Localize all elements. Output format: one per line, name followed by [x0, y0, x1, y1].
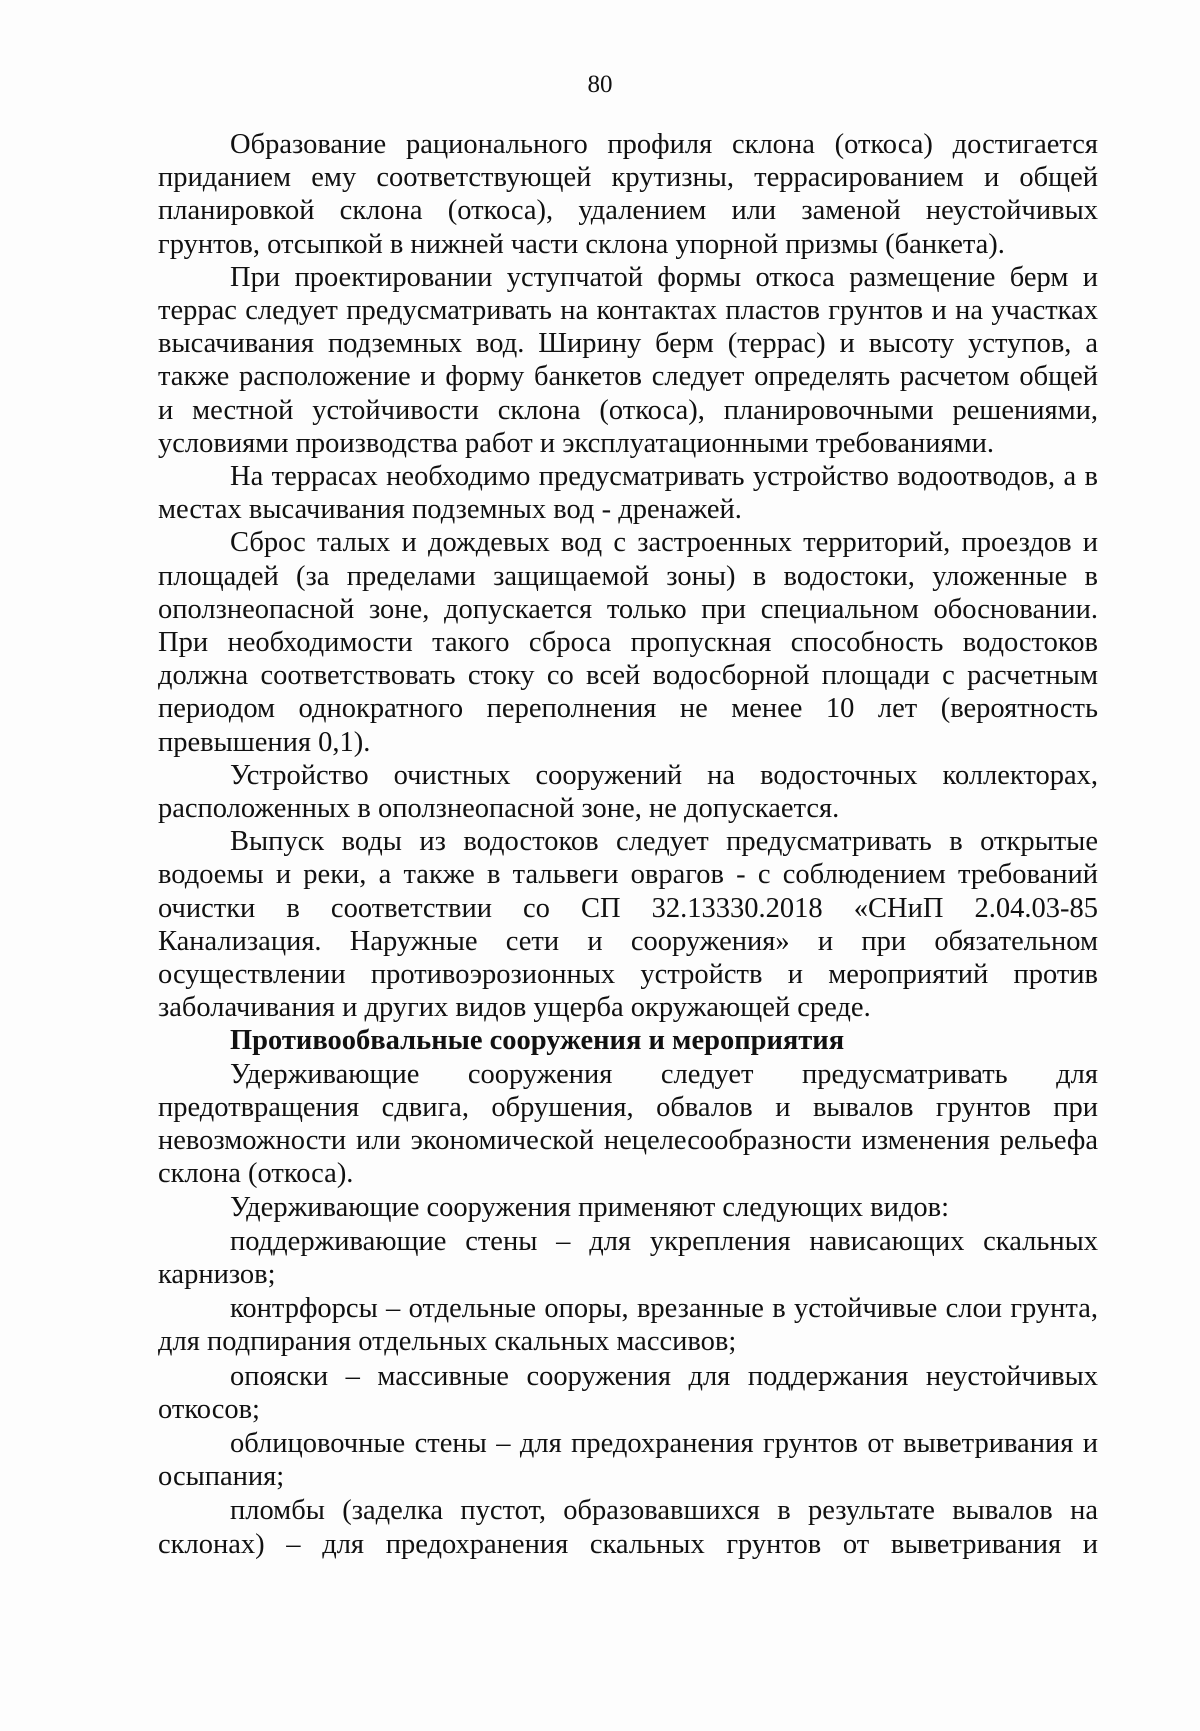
- paragraph: Сброс талых и дождевых вод с застроенных территорий, проездов и площадей (за пределами защищаемой зоны) в водостоки, уложенные в оползнеопасной зоне, допускается только при специальном обосновании. При необходимости такого сброса пропускная способность водостоков должна соответствовать стоку со всей водосборной площади с расчетным периодом однократного переполнения не менее 10 лет (вероятность превышения 0,1).: [158, 527, 1098, 758]
- paragraph: Выпуск воды из водостоков следует предусматривать в открытые водоемы и реки, а также в тальвеги оврагов - с соблюдением требований очистки в соответствии со СП 32.13330.2018 «СНиП 2.04.03-85 Канализация. Наружные сети и сооружения» и при обязательном осуществлении противоэрозионных устройств и мероприятий против заболачивания и других видов ущерба окружающей среде.: [158, 826, 1098, 1024]
- list-item: контрфорсы – отдельные опоры, врезанные в устойчивые слои грунта, для подпирания отдельных скальных массивов;: [158, 1293, 1098, 1358]
- document-body: [158, 128, 1098, 1561]
- paragraph: На террасах необходимо предусматривать устройство водоотводов, а в местах высачивания подземных вод - дренажей.: [158, 461, 1098, 526]
- paragraph: Удерживающие сооружения следует предусматривать для предотвращения сдвига, обрушения, обвалов и вывалов грунтов при невозможности или экономической нецелесообразности изменения рельефа склона (откоса).: [158, 1058, 1098, 1190]
- list-item: облицовочные стены – для предохранения грунтов от выветривания и осыпания;: [158, 1427, 1098, 1493]
- paragraph: Образование рационального профиля склона (откоса) достигается приданием ему соответствующей крутизны, террасированием и общей планировкой склона (откоса), удалением или заменой неустойчивых грунтов, отсыпкой в нижней части склона упорной призмы (банкета).: [158, 129, 1098, 260]
- list-item: опояски – массивные сооружения для поддержания неустойчивых откосов;: [158, 1360, 1098, 1425]
- paragraph: Устройство очистных сооружений на водосточных коллекторах, расположенных в оползнеопасной зоне, не допускается.: [158, 759, 1098, 825]
- page-number: 80: [587, 71, 613, 98]
- paragraph: Удерживающие сооружения применяют следующих видов:: [230, 1191, 950, 1223]
- list-item: поддерживающие стены – для укрепления нависающих скальных карнизов;: [158, 1225, 1098, 1290]
- list-item: пломбы (заделка пустот, образовавшихся в результате вывалов на склонах) – для предохранения скальных грунтов от выветривания и: [158, 1495, 1098, 1560]
- section-heading: Противообвальные сооружения и мероприятия: [230, 1025, 845, 1057]
- paragraph: При проектировании уступчатой формы откоса размещение берм и террас следует предусматривать на контактах пластов грунтов и на участках высачивания подземных вод. Ширину берм (террас) и высоту уступов, а также расположение и форму банкетов следует определять расчетом общей и местной устойчивости склона (откоса), планировочными решениями, условиями производства работ и эксплуатационными требованиями.: [158, 261, 1098, 459]
